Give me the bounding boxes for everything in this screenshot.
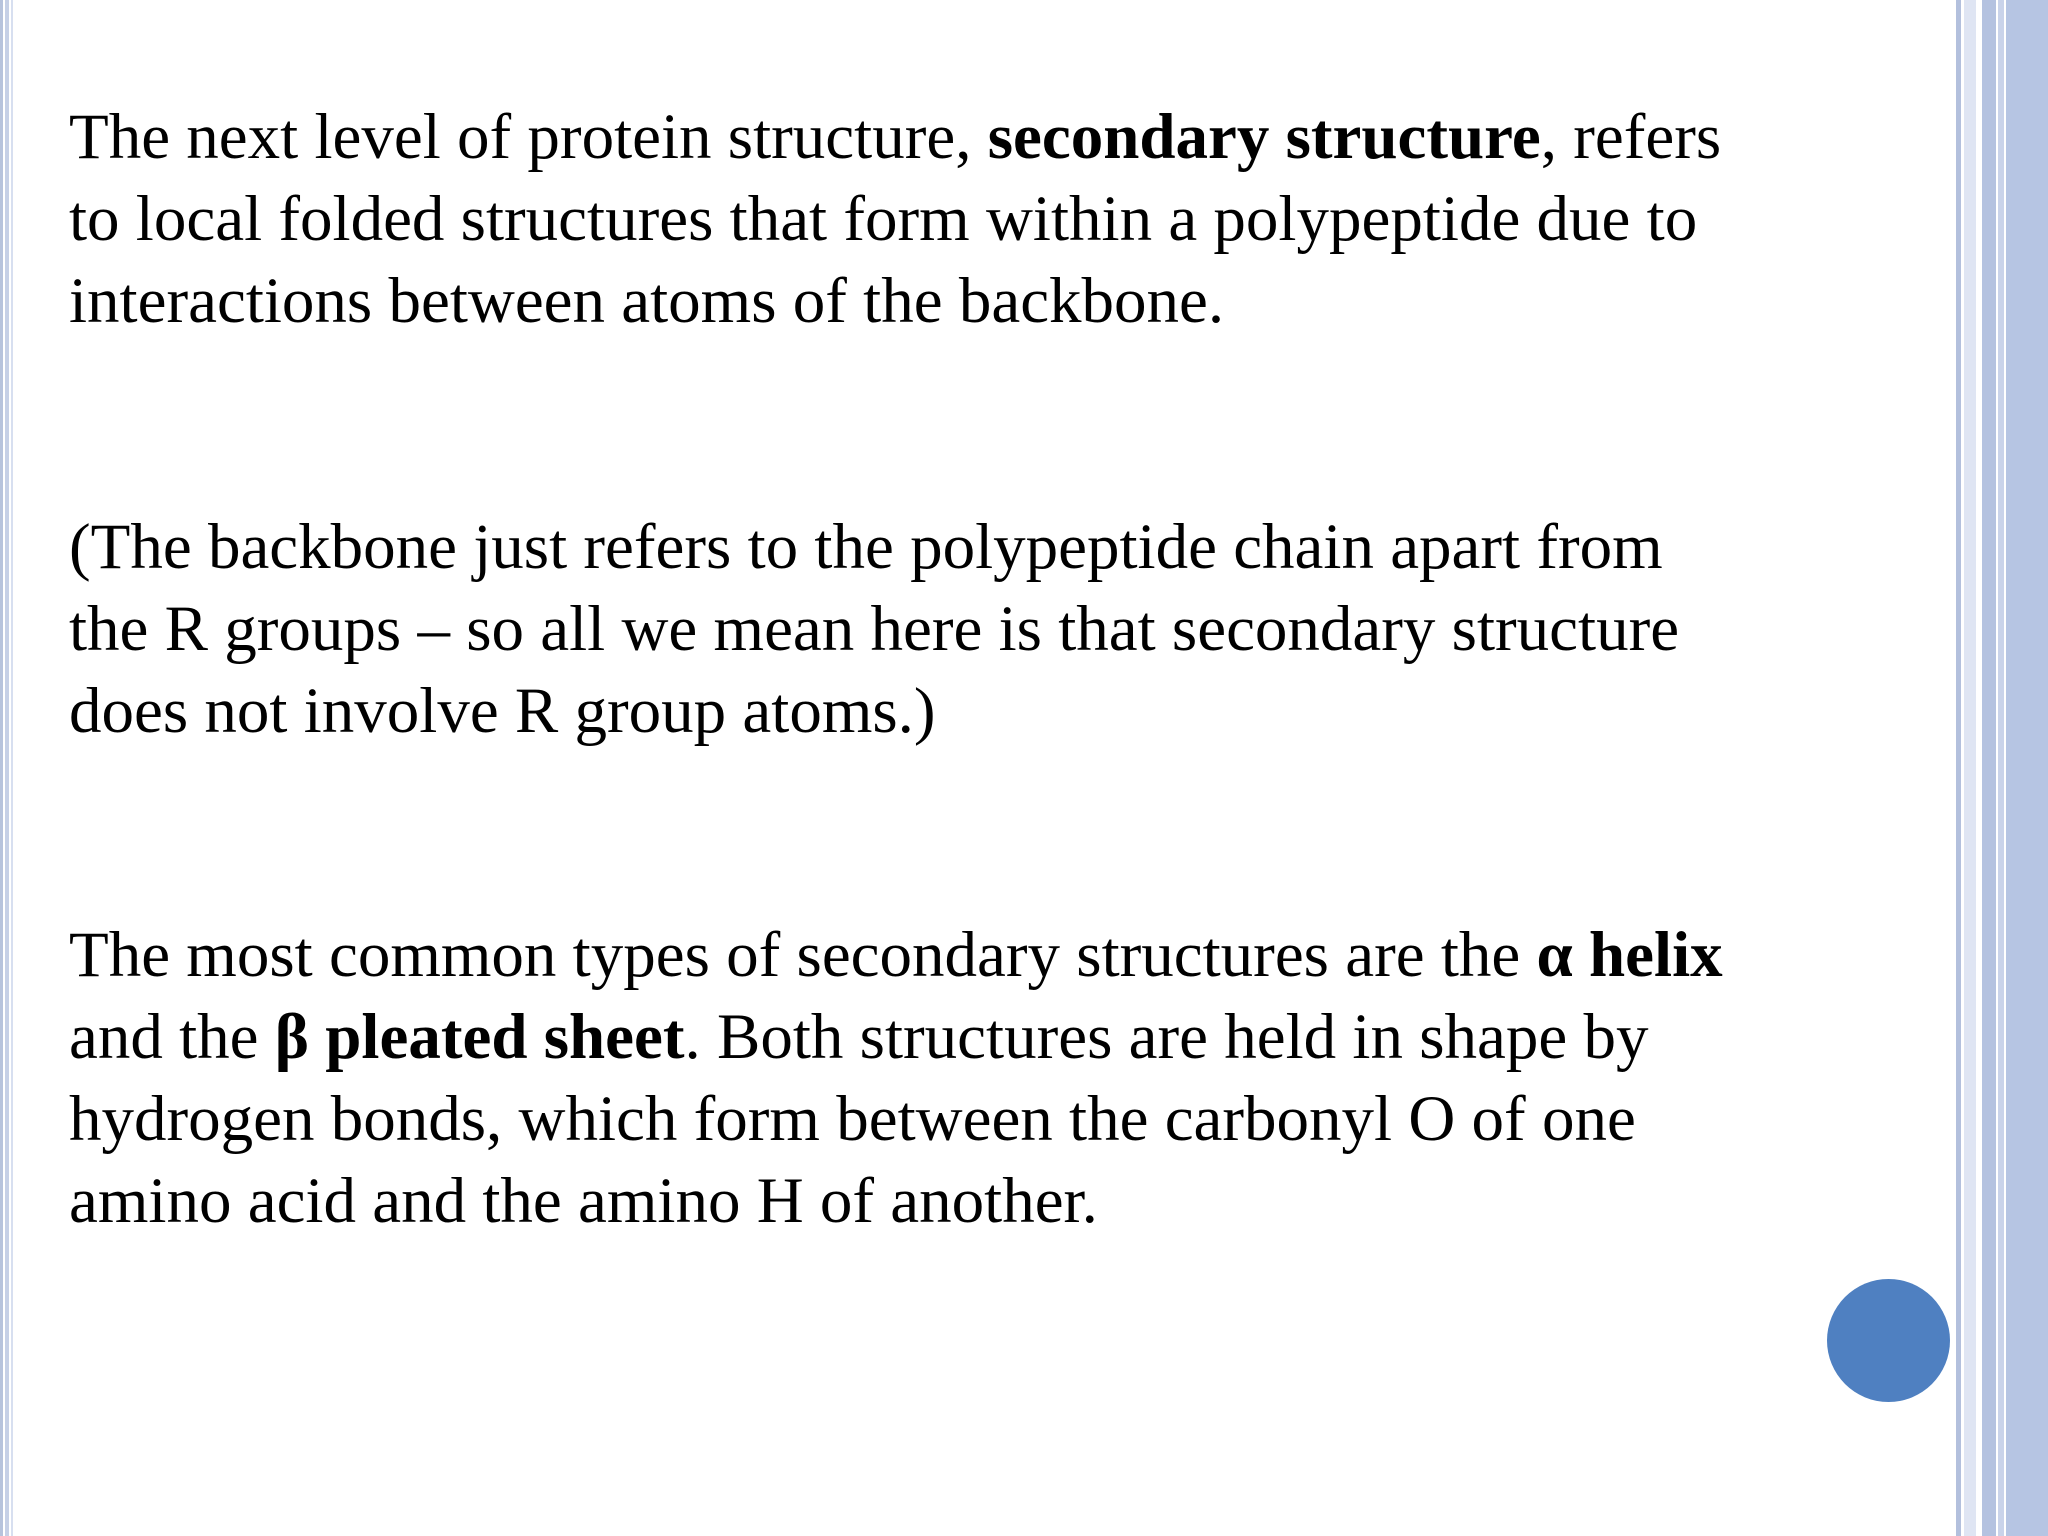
paragraph-secondary-structure-definition [69,96,1721,342]
paragraph1-bold-term: secondary structure [987,101,1541,173]
paragraph3-bold-alpha-helix: α helix [1536,919,1723,991]
right-border-stripe [1982,0,1996,1536]
decorative-circle-icon [1827,1279,1950,1402]
left-border-stripe [5,0,9,1536]
paragraph1-pre: The next level of protein structure, [69,101,988,173]
right-border-stripe [2006,0,2048,1536]
paragraph3-bold-beta-sheet: β pleated sheet [274,1001,685,1073]
paragraph1-post: , refers to local folded structures that form within a polypeptide due to interactions between atoms of the backbone. [69,101,1722,337]
right-border-stripe [1998,0,2004,1536]
paragraph3-post: . Both structures are held in shape by hydrogen bonds, which form between the carbonyl O of one amino acid and the amino H of another. [69,1001,1649,1237]
right-border-stripe [1956,0,1961,1536]
paragraph-backbone-note: (The backbone just refers to the polypeptide chain apart from the R groups – so all we mean here is that secondary structure does not involve R group atoms.) [69,511,1680,747]
paragraph3-mid: and the [69,1001,259,1073]
right-border-stripe [1964,0,1976,1536]
paragraph3-pre: The most common types of secondary structures are the [69,919,1537,991]
left-border-stripe [0,0,3,1536]
left-border-stripe [11,0,13,1536]
paragraph-structure-types [69,914,1723,1242]
